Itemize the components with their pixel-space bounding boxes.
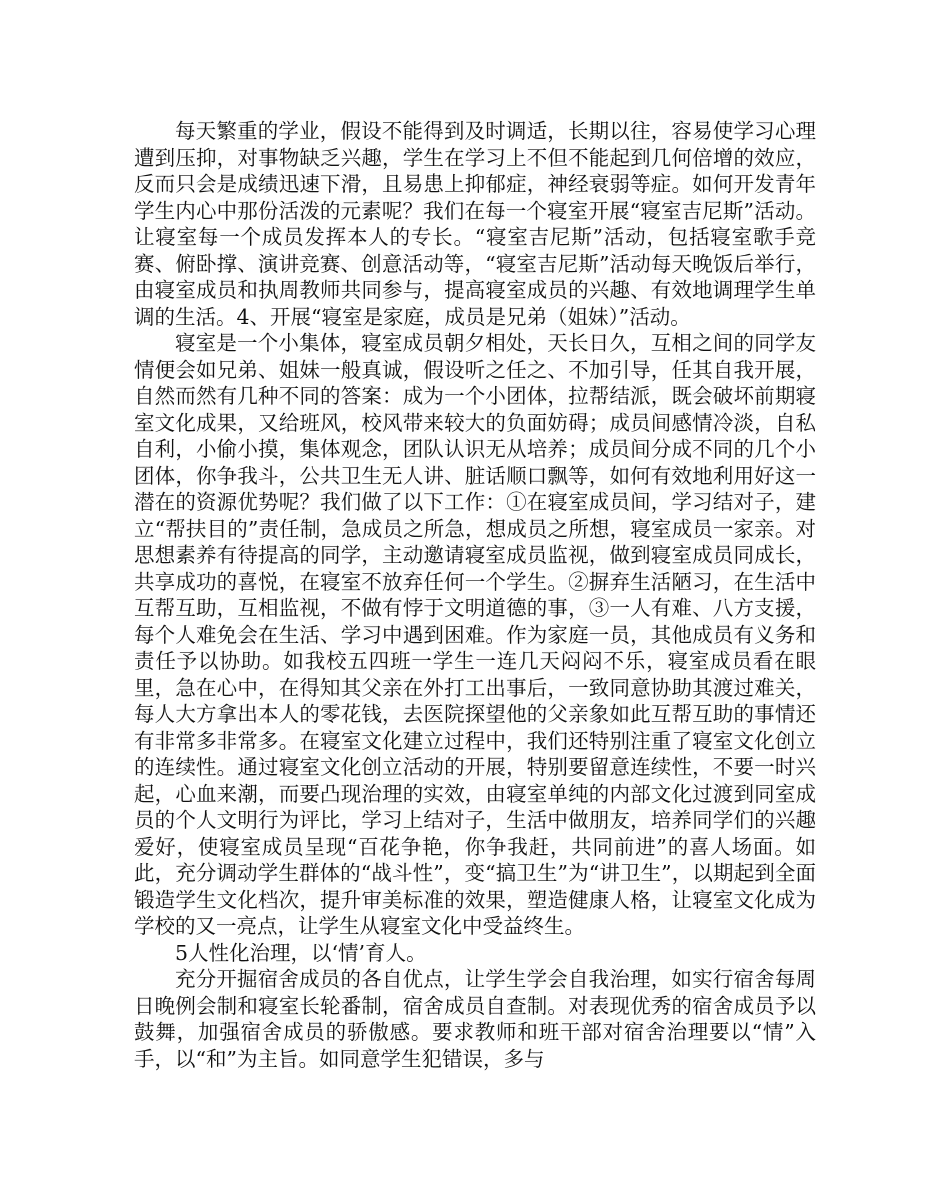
paragraph-self-management: 充分开掘宿舍成员的各自优点，让学生学会自我治理，如实行宿舍每周日晚例会制和寝室长轮番制，宿舍成员自查制。对表现优秀的宿舍成员予以鼓舞，加强宿舍成员的骄傲感。要求教师和班干部对宿舍治理要以“情”入手，以“和”为主旨。如同意学生犯错误，多与 (134, 967, 816, 1071)
paragraph-dormitory-family: 寝室是一个小集体，寝室成员朝夕相处，天长日久，互相之间的同学友情便会如兄弟、姐妹一般真诚，假设听之任之、不加引导，任其自我开展，自然而然有几种不同的答案：成为一个小团体，拉帮结派，既会破坏前期寝室文化成果，又给班风，校风带来较大的负面妨碍；成员间感情冷淡，自私自利，小偷小摸，集体观念，团队认识无从培养；成员间分成不同的几个小团体，你争我斗，公共卫生无人讲、脏话顺口飘等，如何有效地利用好这一潜在的资源优势呢？我们做了以下工作：①在寝室成员间，学习结对子，建立“帮扶目的”责任制，急成员之所急，想成员之所想，寝室成员一家亲。对思想素养有待提高的同学，主动邀请寝室成员监视，做到寝室成员同成长，共享成功的喜悦，在寝室不放弃任何一个学生。②摒弃生活陋习，在生活中互帮互助，互相监视，不做有悖于文明道德的事，③一人有难、八方支援，每个人难免会在生活、学习中遇到困难。作为家庭一员，其他成员有义务和责任予以协助。如我校五四班一学生一连几天闷闷不乐，寝室成员看在眼里，急在心中，在得知其父亲在外打工出事后，一致同意协助其渡过难关，每人大方拿出本人的零花钱，去医院探望他的父亲象如此互帮互助的事情还有非常多非常多。在寝室文化建立过程中，我们还特别注重了寝室文化创立的连续性。通过寝室文化创立活动的开展，特别要留意连续性，不要一时兴起，心血来潮，而要凸现治理的实效，由寝室单纯的内部文化过渡到同室成员的个人文明行为评比，学习上结对子，生活中做朋友，培养同学们的兴趣爱好，使寝室成员呈现“百花争艳，你争我赶，共同前进”的喜人场面。如此，充分调动学生群体的“战斗性”，变“搞卫生”为“讲卫生”，以期起到全面锻造学生文化档次，提升审美标准的效果，塑造健康人格，让寝室文化成为学校的又一亮点，让学生从寝室文化中受益终生。 (134, 331, 816, 938)
section-heading-humanized-management: 5人性化治理，以‘情’育人。 (175, 940, 427, 965)
paragraph-dormitory-guinness: 每天繁重的学业，假设不能得到及时调适，长期以往，容易使学习心理遭到压抑，对事物缺乏兴趣，学生在学习上不但不能起到几何倍增的效应，反而只会是成绩迅速下滑，且易患上抑郁症，神经衰弱等症。如何开发青年学生内心中那份活泼的元素呢？我们在每一个寝室开展“寝室吉尼斯”活动。让寝室每一个成员发挥本人的专长。“寝室吉尼斯”活动，包括寝室歌手竞赛、俯卧撑、演讲竞赛、创意活动等，“寝室吉尼斯”活动每天晚饭后举行，由寝室成员和执周教师共同参与，提高寝室成员的兴趣、有效地调理学生单调的生活。4、开展“寝室是家庭，成员是兄弟（姐妹）”活动。 (134, 119, 816, 329)
document-body (134, 118, 816, 1072)
